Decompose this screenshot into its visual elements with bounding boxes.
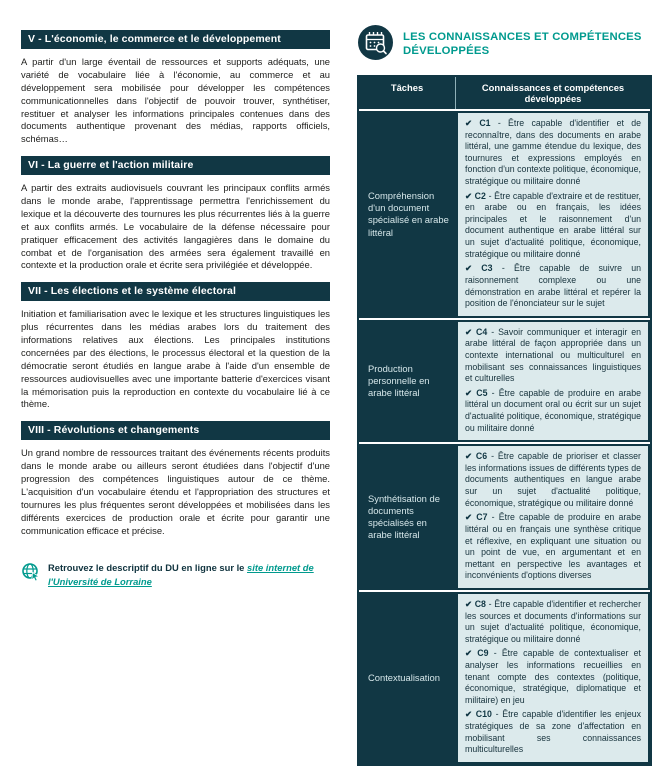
check-icon: ✔: [465, 263, 473, 274]
header-connaissances: Connaissances et compétences développées: [481, 82, 625, 104]
competence-code: C5: [476, 387, 488, 398]
competences-cell: [456, 111, 650, 318]
check-icon: ✔: [465, 326, 473, 337]
competences-cell: [456, 592, 650, 764]
table-row: [359, 442, 650, 590]
competence-item: [465, 451, 641, 509]
left-column: [21, 30, 330, 590]
check-icon: ✔: [465, 190, 473, 201]
footer-prefix: Retrouvez le descriptif du DU en ligne sur le: [48, 562, 245, 574]
section-heading-viii: VIII - Révolutions et changements: [21, 421, 330, 440]
competence-item: [465, 599, 641, 645]
section-body-vi: A partir des extraits audiovisuels couvrant les principaux conflits armés dans le monde arabe, l'apprentissage permettra l'enrichissement du lexique et la découverte des tournures les plus récurrentes liés à la guerre et aux conflits armés. Le vocabulaire de la défense nécessaire pour pratiquer efficacement des activités langagières dans le domaine du combat et de l'organisation des armées sera également travaillé en contexte et la production orale et écrite sera privilégiée et développée.: [21, 182, 330, 271]
competence-code: C1: [479, 118, 491, 128]
header-taches: Tâches: [359, 77, 456, 109]
task-cell: Synthétisation de documents spécialisés en arabe littéral: [359, 444, 456, 590]
table-row: [359, 318, 650, 442]
competence-text: - Être capable de suivre un raisonnement complexe ou une démonstration en arabe littéral et repérer la position de l'énonciateur sur le sujet: [465, 263, 641, 309]
competence-code: C6: [475, 451, 488, 462]
competences-cell: [456, 444, 650, 590]
check-icon: ✔: [465, 118, 473, 128]
check-icon: ✔: [465, 451, 473, 462]
competence-text: - Être capable d'identifier les enjeux stratégiques de sa zone d'affectation en mobilisant ses connaissances multiculturelles: [465, 709, 642, 755]
calendar-search-icon: [357, 24, 394, 66]
competence-item: [465, 118, 641, 188]
check-icon: ✔: [465, 709, 473, 720]
competence-code: C2: [474, 190, 486, 201]
task-cell: Contextualisation: [359, 592, 456, 764]
section-heading-vi: VI - La guerre et l'action militaire: [21, 156, 330, 175]
right-column: [357, 24, 652, 766]
competence-item: [465, 388, 641, 434]
competences-title: LES CONNAISSANCES ET COMPÉTENCES DÉVELOPPÉES: [403, 31, 642, 57]
task-cell: Production personnelle en arabe littéral: [359, 320, 456, 442]
competence-code: C3: [481, 263, 493, 274]
competence-item: [465, 709, 641, 755]
globe-cursor-icon: [21, 562, 41, 587]
competence-item: [465, 327, 641, 385]
competence-text: - Être capable d'identifier et de reconnaître, dans des documents en arabe littéral, une gamme étendue du lexique, des tournures et expressions employés en fonction d'un contexte politique, économique, stratégique ou militaire donné: [465, 118, 642, 187]
competence-code: C9: [477, 648, 489, 659]
competence-code: C4: [475, 326, 488, 337]
footer-text: [48, 561, 330, 589]
competence-item: [465, 648, 641, 706]
table-row: [359, 590, 650, 764]
check-icon: ✔: [465, 648, 473, 659]
competence-text: - Être capable d'extraire et de restituer, en arabe ou en français, les idées principales et le raisonnement d'un document authentique en arabe littéral sur un sujet d'actualité politique, économique, stratégique ou militaire donné: [465, 190, 641, 259]
competence-text: - Être capable de produire en arabe littéral un document oral ou écrit sur un sujet d'actualité politique, économique, stratégique ou militaire donné: [465, 387, 641, 433]
competence-text: - Être capable d'identifier et rechercher les sources et documents d'informations sur un sujet d'actualité politique, économique, stratégique ou militaire donné: [465, 598, 642, 644]
competence-item: [465, 191, 641, 261]
competence-item: [465, 512, 641, 582]
footer-note: [21, 561, 330, 589]
competence-text: - Savoir communiquer et interagir en arabe littéral de façon appropriée dans un contexte international ou multiculturel en mobilisant ses connaissances linguistiques et culturelles: [465, 326, 641, 384]
competence-item: [465, 263, 641, 309]
check-icon: ✔: [465, 598, 473, 609]
section-heading-vii: VII - Les élections et le système électoral: [21, 282, 330, 301]
table-header-row: [359, 77, 650, 109]
competence-text: - Être capable de prioriser et classer les informations issues de différents types de documents authentiques en langue arabe sur un sujet d'actualité politique, économique, stratégique ou militaire donné: [465, 451, 641, 508]
section-body-vii: Initiation et familiarisation avec le lexique et les structures linguistiques les plus récurrentes dans les médias arabes lors du traitement des informations relatives aux élections. Les principales institutions concernées par des élections, le processus électoral et la question de la démocratie seront étudiés en langue arabe à l'aide d'un ensemble de ressources audiovisuelles avec une importante batterie d'exercices visant la mémorisation puis la reproduction en contexte du vocabulaire lié à ce thème.: [21, 308, 330, 410]
university-website-link[interactable]: site internet de l'Université de Lorraine: [48, 562, 314, 588]
section-body-v: A partir d'un large éventail de ressources et supports adéquats, une variété de vocabulaire liée à l'économie, au commerce et au développement sera mobilisée pour développer les compétences communicationnelles dans l'objectif de pouvoir trouver, synthétiser, restituer et analyser les informations principales contenues dans des documents authentique provenant des médias, rapports officiels, schémas…: [21, 56, 330, 145]
check-icon: ✔: [465, 387, 473, 398]
competence-text: - Être capable de produire en arabe littéral ou en français une synthèse critique et réflexive, en expliquant une situation ou un point de vue, en argumentant et en mettant en perspective les avantages et inconvénients d'options diverses: [465, 512, 641, 581]
table-row: [359, 109, 650, 318]
competence-text: - Être capable de contextualiser et analyser les informations recueillies en tenant compte des contextes (politique, économique, stratégique, diplomatique et militaire) en jeu: [465, 648, 641, 705]
competence-code: C8: [474, 598, 486, 609]
task-cell: Compréhension d'un document spécialisé en arabe littéral: [359, 111, 456, 318]
competences-header: [357, 24, 652, 66]
competences-table: [357, 75, 652, 766]
section-body-viii: Un grand nombre de ressources traitant des événements récents produits dans le monde arabe ou ailleurs seront étudiées dans l'objectif d'une progression des compétences linguistiques autour de ce thème. L'acquisition d'un vocabulaire étendu et l'appropriation des structures et tournures les plus fréquentes seront développées et mobilisées dans les différents exercices de production orale et écrite pour garantir une communication efficace et précise.: [21, 447, 330, 536]
competence-code: C7: [476, 512, 488, 523]
competence-code: C10: [475, 709, 492, 720]
competences-cell: [456, 320, 650, 442]
section-heading-v: V - L'économie, le commerce et le développement: [21, 30, 330, 49]
check-icon: ✔: [465, 512, 473, 523]
